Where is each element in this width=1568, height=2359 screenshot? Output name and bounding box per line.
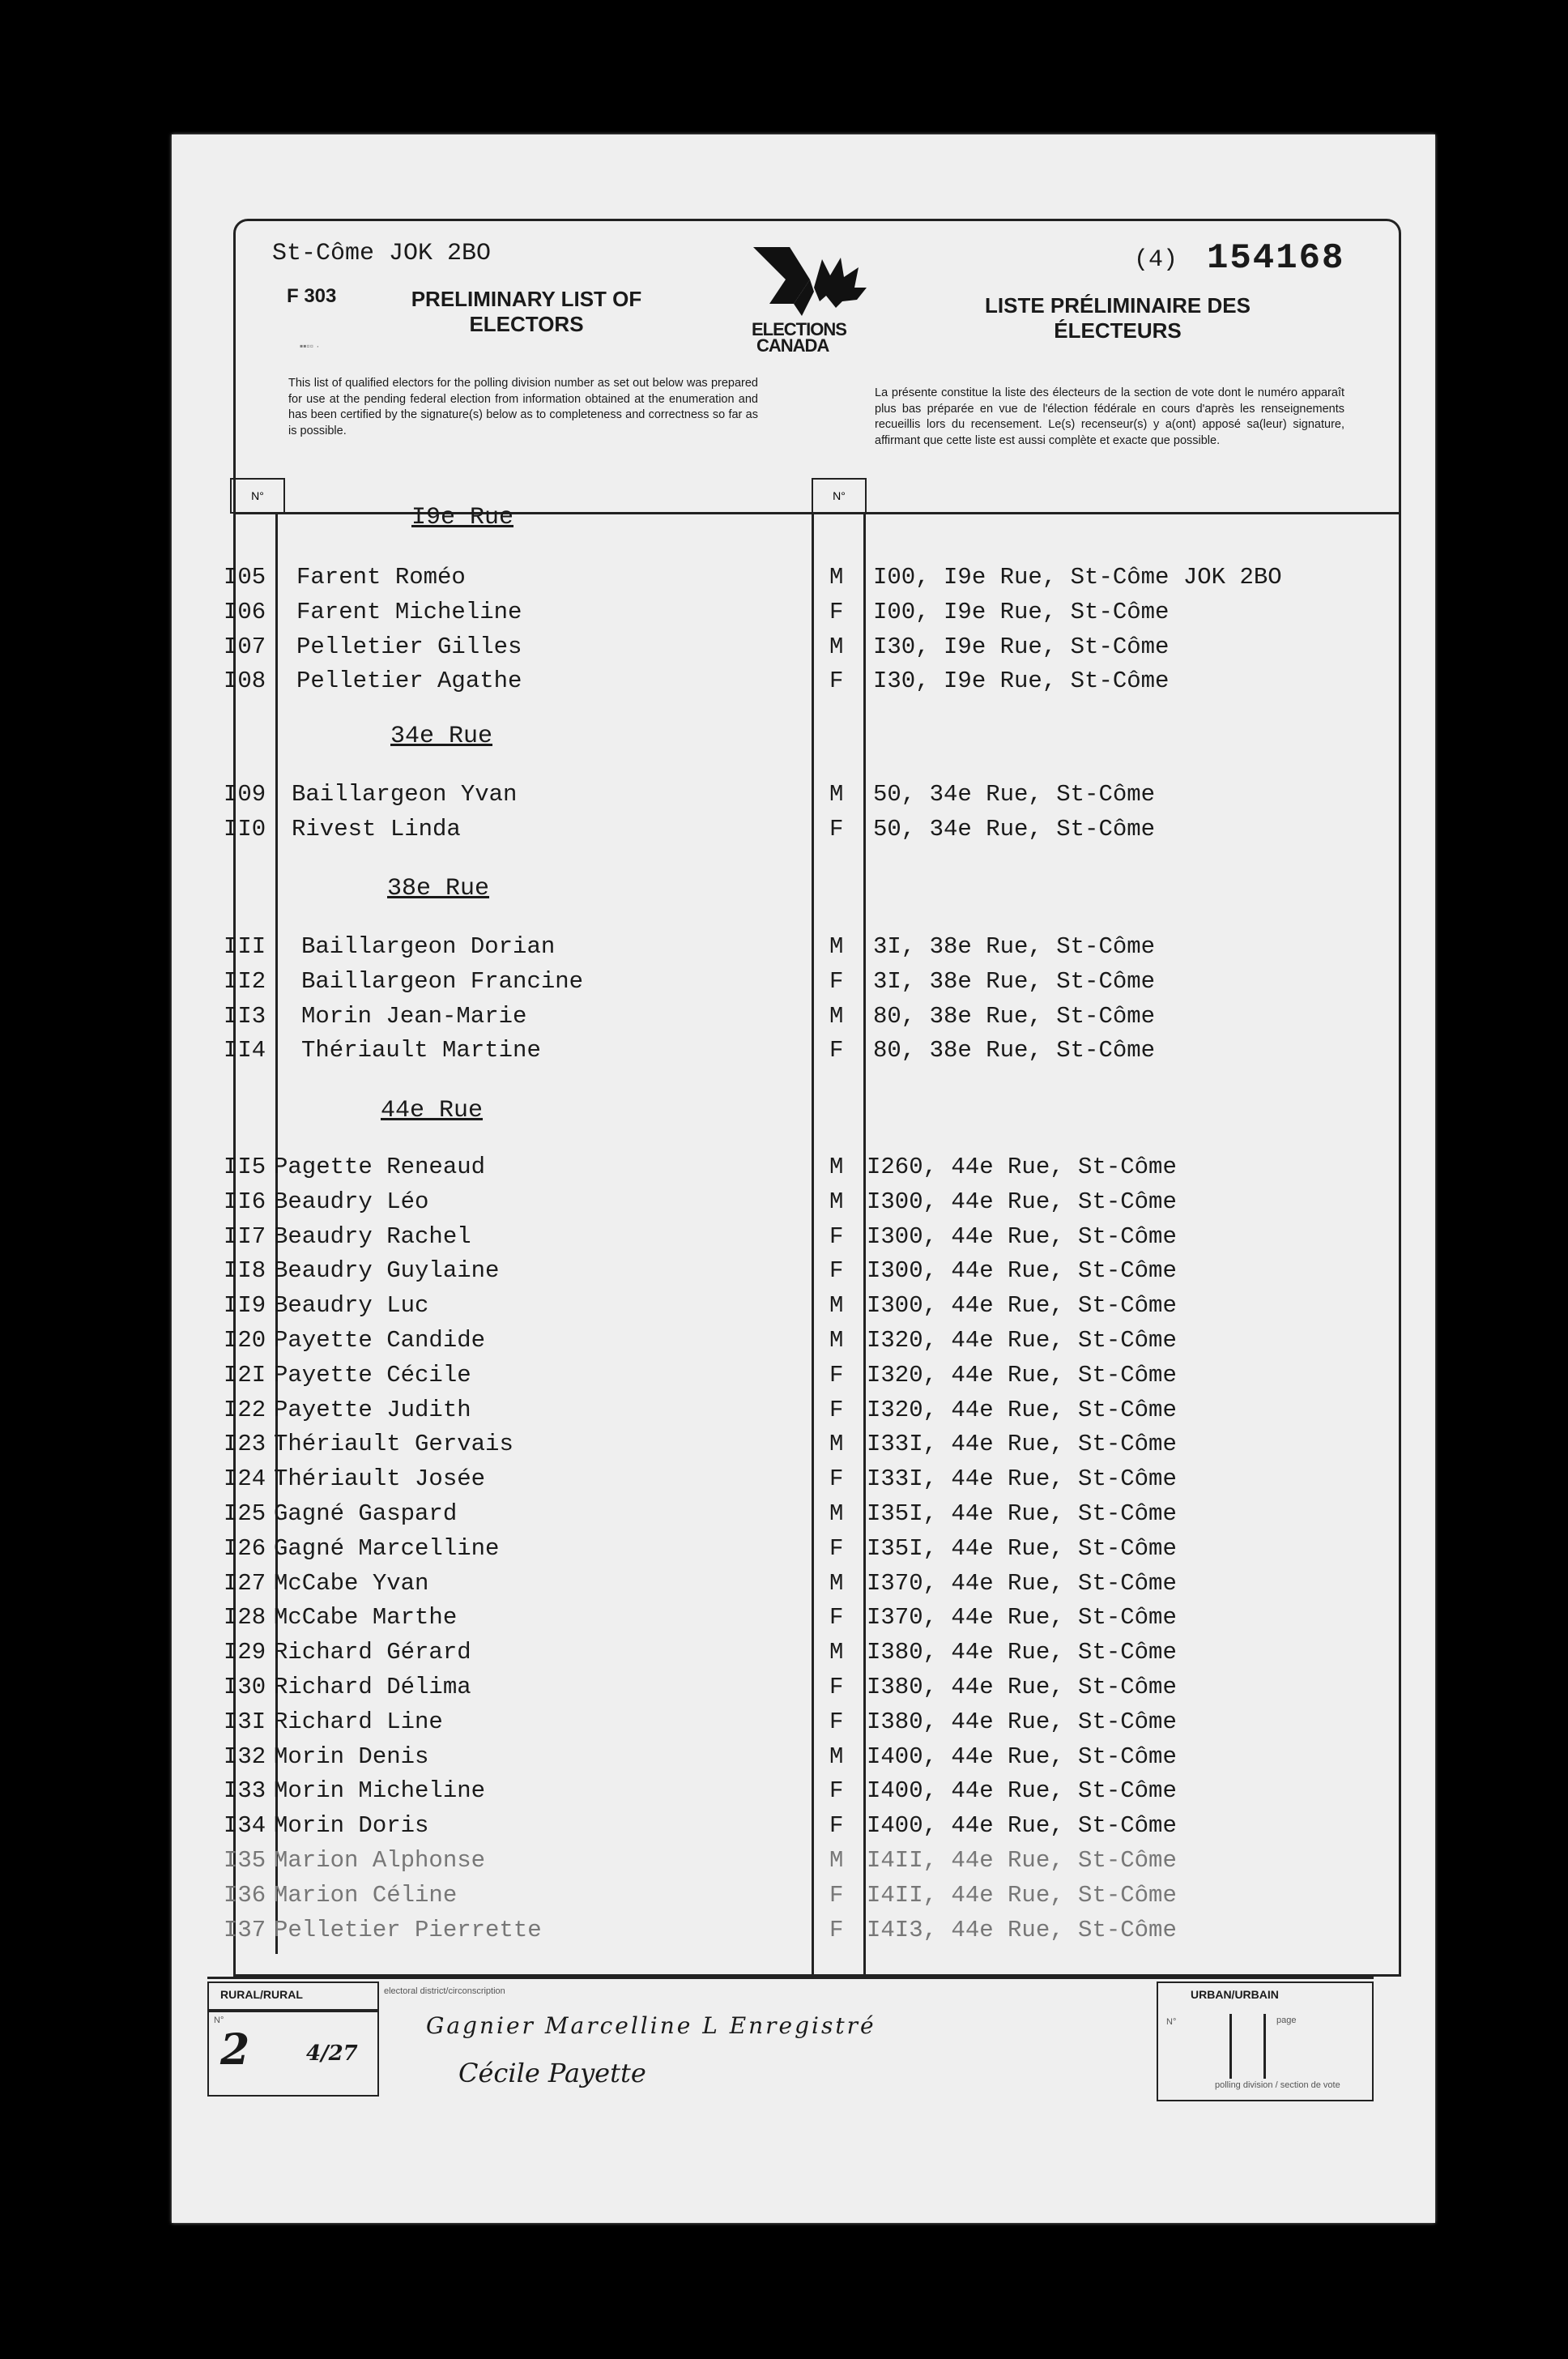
- elector-name: Beaudry Rachel: [274, 1222, 471, 1250]
- polling-no-label: N°: [214, 2016, 224, 2025]
- elector-name: Pelletier Pierrette: [274, 1916, 542, 1943]
- elector-number: II3: [224, 1002, 266, 1030]
- elector-name: Farent Micheline: [296, 598, 522, 625]
- elector-address: I300, 44e Rue, St-Côme: [867, 1188, 1177, 1215]
- elector-sex: M: [829, 1847, 844, 1874]
- elector-address: 50, 34e Rue, St-Côme: [873, 815, 1156, 842]
- elector-sex: F: [829, 1222, 844, 1250]
- elector-sex: M: [829, 1188, 844, 1215]
- district-label: electoral district/circonscription: [384, 1986, 505, 1996]
- logo-text-canada: CANADA: [756, 335, 829, 356]
- locality-postal: St-Côme JOK 2BO: [272, 240, 492, 267]
- elector-address: I320, 44e Rue, St-Côme: [867, 1327, 1177, 1354]
- elector-number: II4: [224, 1037, 266, 1064]
- elector-number: I26: [224, 1534, 266, 1562]
- elector-number: I2I: [224, 1361, 266, 1389]
- elector-number: I22: [224, 1396, 266, 1423]
- logo-text-elections: ELECTIONS: [752, 319, 846, 339]
- elector-name: Morin Jean-Marie: [301, 1002, 527, 1030]
- column-line-sex-right: [863, 512, 866, 1977]
- elector-name: Thériault Gervais: [274, 1431, 513, 1458]
- urban-polling-label: polling division / section de vote: [1215, 2080, 1340, 2090]
- certification-french: La présente constitue la liste des électeurs de la section de vote dont le numéro apparaît plus bas préparée en vue de l'élection fédérale en cours d'après les renseignements recueillis lors du recensement. Le(s) recenseur(s) y a(ont) apposé sa(leur) signature, affirmant que cette liste est aussi complète et exacte que possible.: [875, 386, 1344, 447]
- elector-number: I36: [224, 1881, 266, 1909]
- number-column-label-left: N°: [230, 478, 285, 514]
- elector-address: I320, 44e Rue, St-Côme: [867, 1396, 1177, 1423]
- elector-sex: F: [829, 1396, 844, 1423]
- urban-box: [1157, 1981, 1374, 2101]
- elector-name: Baillargeon Yvan: [292, 781, 518, 808]
- elector-sex: M: [829, 564, 844, 591]
- elector-name: Richard Délima: [274, 1674, 471, 1700]
- elector-name: Gagné Gaspard: [274, 1500, 458, 1527]
- elector-sex: M: [829, 1002, 844, 1030]
- elector-sex: F: [829, 1361, 844, 1389]
- elector-address: I380, 44e Rue, St-Côme: [867, 1639, 1177, 1666]
- elector-number: I25: [224, 1500, 266, 1527]
- elector-sex: M: [829, 1569, 844, 1597]
- elector-number: II0: [224, 815, 266, 842]
- elector-sex: F: [829, 1777, 844, 1805]
- urban-divider: [1229, 2014, 1232, 2079]
- elector-number: II6: [224, 1188, 266, 1215]
- elector-name: Payette Judith: [274, 1396, 471, 1423]
- elector-address: I300, 44e Rue, St-Côme: [867, 1222, 1177, 1250]
- elector-address: I260, 44e Rue, St-Côme: [867, 1154, 1177, 1180]
- elector-sex: F: [829, 1257, 844, 1285]
- polling-division-number: 2: [220, 2025, 250, 2075]
- elector-number: I28: [224, 1604, 266, 1632]
- urban-page-label: page: [1276, 2016, 1297, 2025]
- elector-number: I08: [224, 668, 266, 695]
- elector-address: I4I3, 44e Rue, St-Côme: [867, 1916, 1177, 1943]
- elector-sex: F: [829, 598, 844, 625]
- elector-address: I00, I9e Rue, St-Côme: [873, 598, 1170, 625]
- urban-label: URBAN/URBAIN: [1191, 1988, 1279, 2001]
- elector-number: I23: [224, 1431, 266, 1458]
- elector-number: I37: [224, 1916, 266, 1943]
- elector-address: I33I, 44e Rue, St-Côme: [867, 1431, 1177, 1458]
- elector-number: I35: [224, 1847, 266, 1874]
- elector-number: I06: [224, 598, 266, 625]
- footer-rule: [207, 1977, 1374, 1979]
- elector-sex: M: [829, 1500, 844, 1527]
- elector-number: II7: [224, 1222, 266, 1250]
- elector-name: McCabe Marthe: [274, 1604, 458, 1632]
- elector-number: II2: [224, 967, 266, 995]
- elector-address: I35I, 44e Rue, St-Côme: [867, 1534, 1177, 1562]
- urban-divider-2: [1263, 2014, 1266, 2079]
- elections-canada-logo: [745, 243, 891, 356]
- elector-name: Payette Cécile: [274, 1361, 471, 1389]
- elector-number: II5: [224, 1154, 266, 1180]
- elector-sex: M: [829, 1431, 844, 1458]
- column-line-sex-left: [812, 512, 814, 1977]
- elector-sex: F: [829, 1674, 844, 1700]
- elector-number: II9: [224, 1292, 266, 1320]
- elector-number: II8: [224, 1257, 266, 1285]
- elector-address: I380, 44e Rue, St-Côme: [867, 1674, 1177, 1700]
- number-column-label-right: N°: [812, 478, 867, 514]
- elector-name: McCabe Yvan: [274, 1569, 429, 1597]
- elector-number: I05: [224, 564, 266, 591]
- elector-address: I30, I9e Rue, St-Côme: [873, 633, 1170, 660]
- elector-number: I09: [224, 781, 266, 808]
- elector-name: Morin Denis: [274, 1743, 429, 1770]
- elector-sex: M: [829, 1327, 844, 1354]
- rural-label: RURAL/RURAL: [220, 1988, 303, 2001]
- elector-name: Baillargeon Francine: [301, 967, 584, 995]
- elector-name: Morin Micheline: [274, 1777, 486, 1805]
- elector-name: Rivest Linda: [292, 815, 461, 842]
- elector-address: I33I, 44e Rue, St-Côme: [867, 1465, 1177, 1493]
- elector-name: Pelletier Agathe: [296, 668, 522, 695]
- elector-number: I20: [224, 1327, 266, 1354]
- elector-name: Richard Line: [274, 1708, 443, 1735]
- elector-address: 3I, 38e Rue, St-Côme: [873, 967, 1156, 995]
- urban-no-label: N°: [1166, 2017, 1177, 2027]
- elector-sex: M: [829, 1154, 844, 1180]
- volume-number: (4): [1134, 246, 1178, 274]
- elector-address: 80, 38e Rue, St-Côme: [873, 1037, 1156, 1064]
- stamp-mark: ▪▪▫▫ ·: [300, 340, 320, 352]
- elector-name: Marion Alphonse: [274, 1847, 486, 1874]
- elector-address: I380, 44e Rue, St-Côme: [867, 1708, 1177, 1735]
- elector-address: I4II, 44e Rue, St-Côme: [867, 1881, 1177, 1909]
- elector-sex: F: [829, 967, 844, 995]
- title-english: PRELIMINARY LIST OF ELECTORS: [411, 287, 642, 336]
- elector-address: I370, 44e Rue, St-Côme: [867, 1604, 1177, 1632]
- elector-sex: M: [829, 1292, 844, 1320]
- elector-sex: F: [829, 1037, 844, 1064]
- elector-number: I3I: [224, 1708, 266, 1735]
- elector-name: Morin Doris: [274, 1812, 429, 1840]
- elector-name: Pelletier Gilles: [296, 633, 522, 660]
- elector-sex: M: [829, 933, 844, 960]
- elector-address: 80, 38e Rue, St-Côme: [873, 1002, 1156, 1030]
- elector-number: III: [224, 933, 266, 960]
- elector-name: Richard Gérard: [274, 1639, 471, 1666]
- elector-address: I400, 44e Rue, St-Côme: [867, 1777, 1177, 1805]
- elector-address: 50, 34e Rue, St-Côme: [873, 781, 1156, 808]
- street-heading: 44e Rue: [381, 1097, 484, 1124]
- elector-address: I370, 44e Rue, St-Côme: [867, 1569, 1177, 1597]
- elector-name: Beaudry Léo: [274, 1188, 429, 1215]
- elector-sex: F: [829, 1881, 844, 1909]
- elector-name: Payette Candide: [274, 1327, 486, 1354]
- elector-name: Beaudry Luc: [274, 1292, 429, 1320]
- elector-name: Marion Céline: [274, 1881, 458, 1909]
- street-heading: 38e Rue: [387, 875, 490, 902]
- street-heading: I9e Rue: [411, 504, 514, 531]
- page-mark: 4/27: [306, 2041, 358, 2066]
- elector-sex: F: [829, 1708, 844, 1735]
- elector-sex: F: [829, 1465, 844, 1493]
- elector-address: I400, 44e Rue, St-Côme: [867, 1743, 1177, 1770]
- elector-address: I300, 44e Rue, St-Côme: [867, 1292, 1177, 1320]
- elector-sex: F: [829, 1812, 844, 1840]
- elector-number: I32: [224, 1743, 266, 1770]
- elector-sex: F: [829, 668, 844, 695]
- elector-name: Thériault Martine: [301, 1037, 541, 1064]
- street-heading: 34e Rue: [390, 723, 493, 750]
- signature-enumerator-2: Cécile Payette: [458, 2058, 646, 2088]
- elector-address: I320, 44e Rue, St-Côme: [867, 1361, 1177, 1389]
- certification-english: This list of qualified electors for the polling division number as set out below was prepared for use at the pending federal election from information obtained at the enumeration and has been certified by the signature(s) below as to completeness and correctness so far as is possible.: [288, 377, 758, 437]
- elector-name: Baillargeon Dorian: [301, 933, 556, 960]
- elector-sex: M: [829, 781, 844, 808]
- elector-address: I300, 44e Rue, St-Côme: [867, 1257, 1177, 1285]
- elector-sex: F: [829, 1916, 844, 1943]
- elector-name: Farent Roméo: [296, 564, 466, 591]
- elector-address: I400, 44e Rue, St-Côme: [867, 1812, 1177, 1840]
- form-number: F 303: [287, 285, 337, 307]
- elector-number: I27: [224, 1569, 266, 1597]
- elector-sex: M: [829, 633, 844, 660]
- elector-name: Pagette Reneaud: [274, 1154, 486, 1180]
- elector-address: 3I, 38e Rue, St-Côme: [873, 933, 1156, 960]
- elector-name: Gagné Marcelline: [274, 1534, 500, 1562]
- signature-enumerator-1: Gagnier Marcelline L Enregistré: [426, 2012, 876, 2039]
- elector-sex: M: [829, 1639, 844, 1666]
- elector-address: I35I, 44e Rue, St-Côme: [867, 1500, 1177, 1527]
- elector-number: I34: [224, 1812, 266, 1840]
- elector-number: I24: [224, 1465, 266, 1493]
- document-number: 154168: [1207, 238, 1345, 279]
- elector-number: I30: [224, 1674, 266, 1700]
- polling-box: [207, 2011, 379, 2097]
- elector-name: Thériault Josée: [274, 1465, 486, 1493]
- elector-sex: F: [829, 815, 844, 842]
- elector-address: I4II, 44e Rue, St-Côme: [867, 1847, 1177, 1874]
- elector-address: I30, I9e Rue, St-Côme: [873, 668, 1170, 695]
- elector-sex: F: [829, 1534, 844, 1562]
- elector-address: I00, I9e Rue, St-Côme JOK 2BO: [873, 564, 1282, 591]
- elector-number: I33: [224, 1777, 266, 1805]
- elector-name: Beaudry Guylaine: [274, 1257, 500, 1285]
- elector-sex: F: [829, 1604, 844, 1632]
- elector-number: I29: [224, 1639, 266, 1666]
- elector-number: I07: [224, 633, 266, 660]
- title-french: LISTE PRÉLIMINAIRE DES ÉLECTEURS: [985, 293, 1251, 343]
- rural-box: [207, 1981, 379, 2011]
- elector-sex: M: [829, 1743, 844, 1770]
